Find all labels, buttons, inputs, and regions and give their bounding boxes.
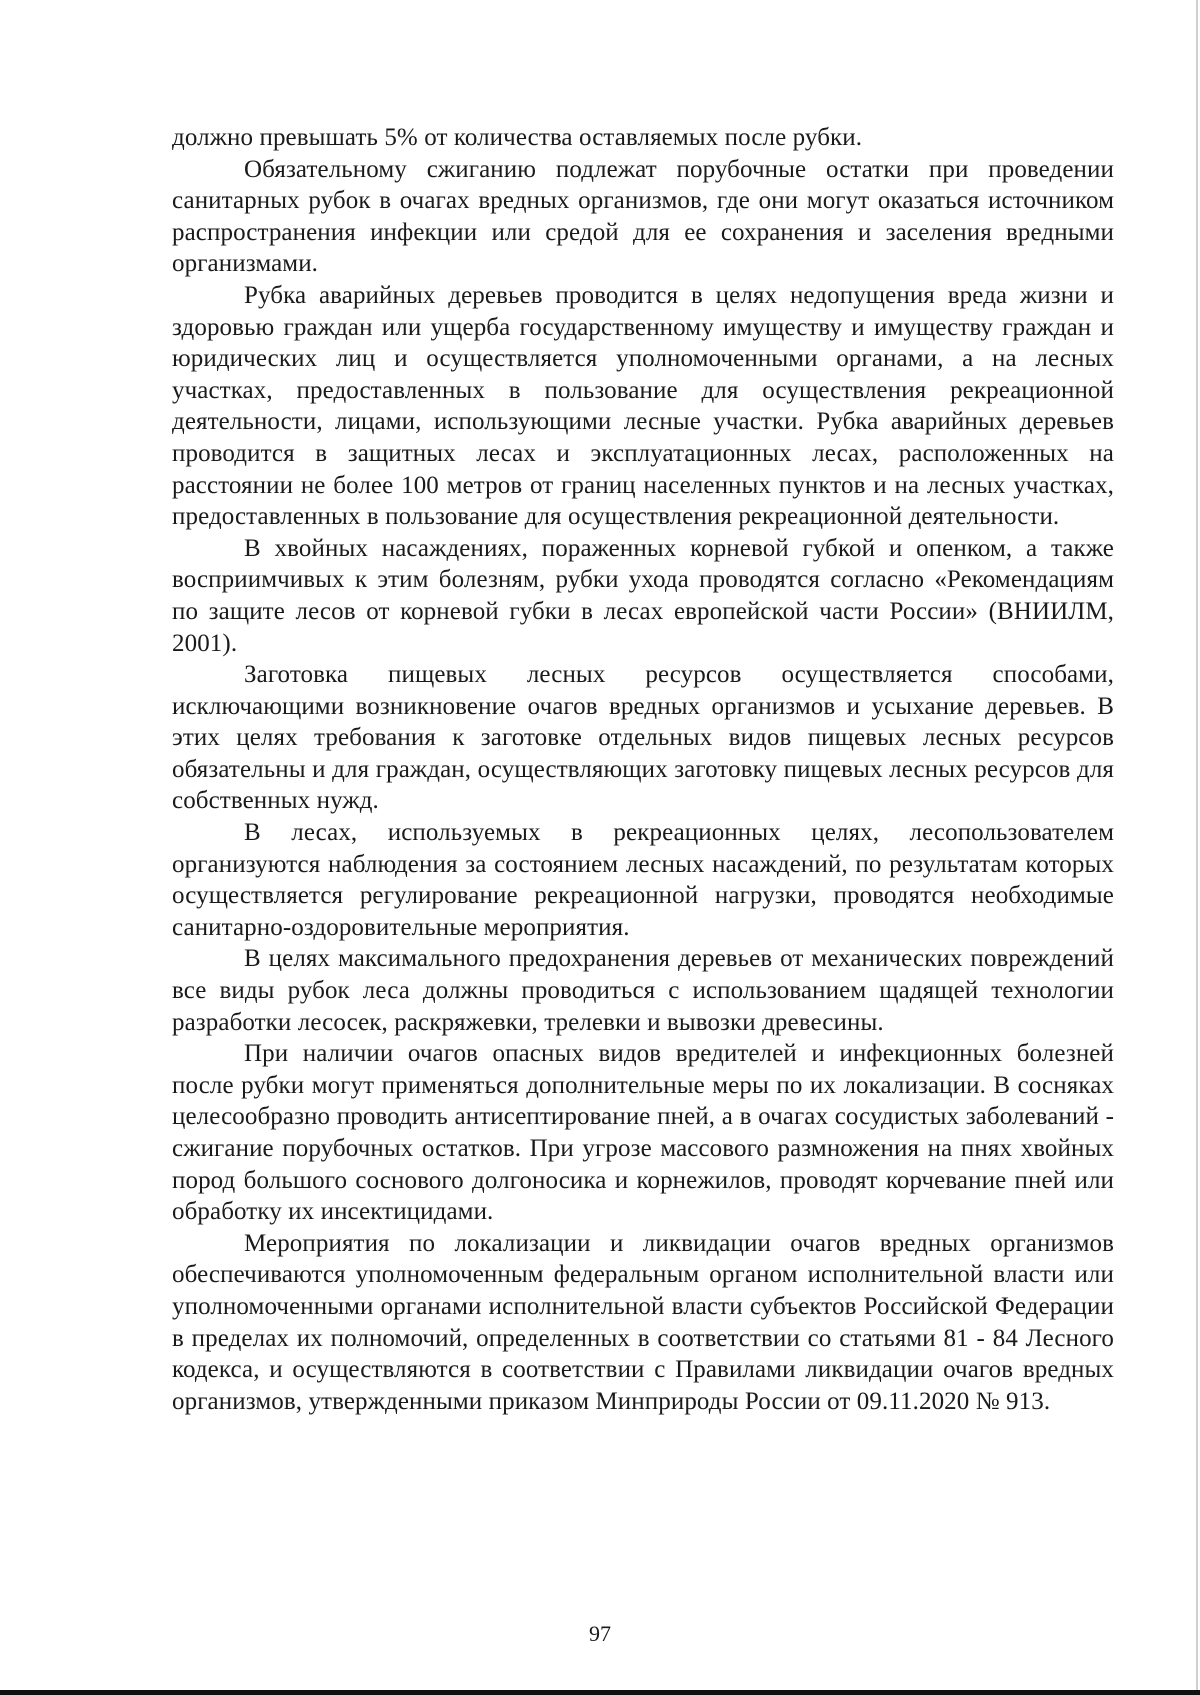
paragraph: Рубка аварийных деревьев проводится в целях недопущения вреда жизни и здоровью граждан или ущерба государственному имуществу и имуществу граждан и юридических лиц и осуществляется уполномоченными органами, а на лесных участках, предоставленных в пользование для осуществления рекреационной деятельности, лицами, использующими лесные участки. Рубка аварийных деревьев проводится в защитных лесах и эксплуатационных лесах, расположенных на расстоянии не более 100 метров от границ населенных пунктов и на лесных участках, предоставленных в пользование для осуществления рекреационной деятельности. — [172, 281, 1114, 531]
paragraph: Мероприятия по локализации и ликвидации очагов вредных организмов обеспечиваются уполномоченным федеральным органом исполнительной власти или уполномоченными органами исполнительной власти субъектов Российской Федерации в пределах их полномочий, определенных в соответствии со статьями 81 - 84 Лесного кодекса, и осуществляются в соответствии с Правилами ликвидации очагов вредных организмов, утвержденными приказом Минприроды России от 09.11.2020 № 913. — [172, 1229, 1114, 1415]
paragraph-continuation: должно превышать 5% от количества оставляемых после рубки. — [172, 124, 863, 151]
paragraph: Обязательному сжиганию подлежат порубочные остатки при проведении санитарных рубок в очагах вредных организмов, где они могут оказаться источником распространения инфекции или средой для ее сохранения и заселения вредными организмами. — [172, 155, 1114, 278]
paragraph: В целях максимального предохранения деревьев от механических повреждений все виды рубок леса должны проводиться с использованием щадящей технологии разработки лесосек, раскряжевки, трелевки и вывозки древесины. — [172, 945, 1114, 1036]
page-number: 97 — [589, 1621, 611, 1646]
paragraph: В лесах, используемых в рекреационных целях, лесопользователем организуются наблюдения за состоянием лесных насаждений, по результатам которых осуществляется регулирование рекреационной нагрузки, проводятся необходимые санитарно-оздоровительные мероприятия. — [172, 819, 1114, 941]
scan-edge-right — [1196, 0, 1198, 1695]
paragraph: В хвойных насаждениях, пораженных корневой губкой и опенком, а также восприимчивых к этим болезням, рубки ухода проводятся согласно «Рекомендациям по защите лесов от корневой губки в лесах европейской части России» (ВНИИЛМ, 2001). — [172, 534, 1114, 657]
body-text — [172, 122, 1114, 1417]
paragraph: Заготовка пищевых лесных ресурсов осуществляется способами, исключающими возникновение очагов вредных организмов и усыхание деревьев. В этих целях требования к заготовке отдельных видов пищевых лесных ресурсов обязательны и для граждан, осуществляющих заготовку пищевых лесных ресурсов для собственных нужд. — [172, 661, 1114, 815]
paragraph: При наличии очагов опасных видов вредителей и инфекционных болезней после рубки могут применяться дополнительные меры по их локализации. В сосняках целесообразно проводить антисептирование пней, а в очагах сосудистых заболеваний - сжигание порубочных остатков. При угрозе массового размножения на пнях хвойных пород большого соснового долгоносика и корнежилов, проводят корчевание пней или обработку их инсектицидами. — [172, 1040, 1114, 1226]
scan-edge-bottom — [0, 1690, 1200, 1695]
